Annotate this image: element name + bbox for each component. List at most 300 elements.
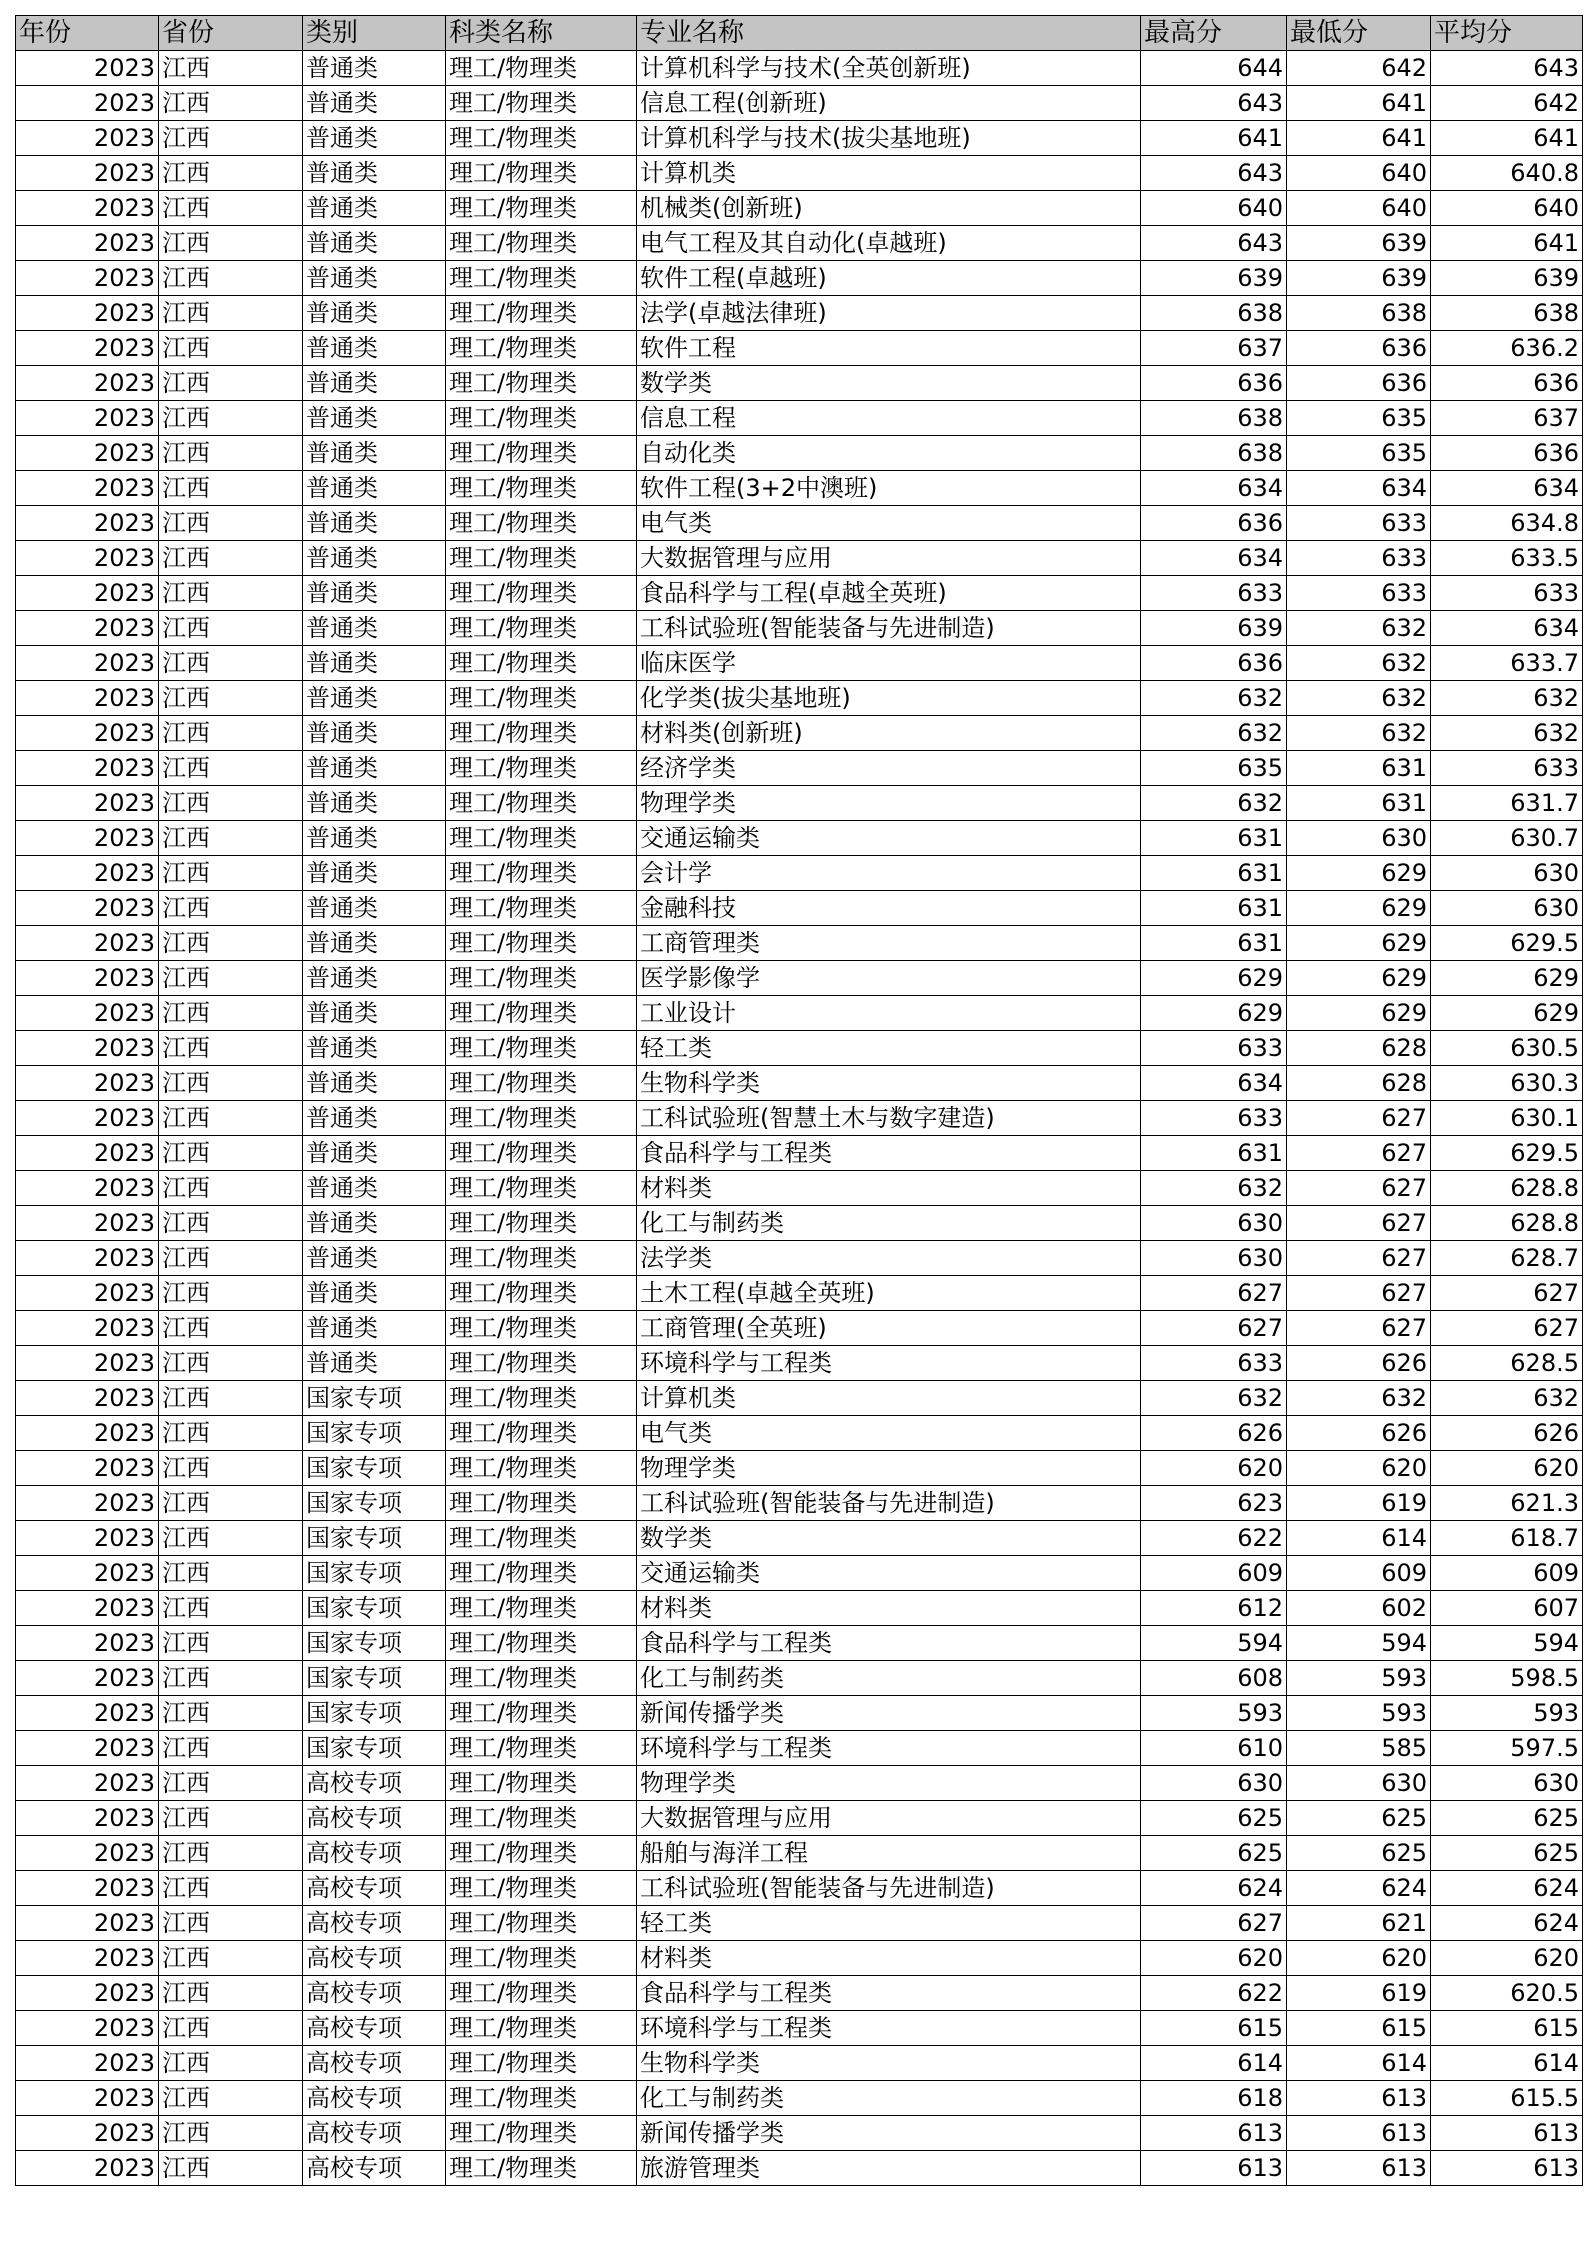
cell-year: 2023 bbox=[16, 646, 159, 681]
cell-max-score: 632 bbox=[1141, 1171, 1287, 1206]
cell-subject: 理工/物理类 bbox=[446, 191, 637, 226]
cell-max-score: 608 bbox=[1141, 1661, 1287, 1696]
cell-category: 普通类 bbox=[303, 996, 446, 1031]
cell-subject: 理工/物理类 bbox=[446, 926, 637, 961]
cell-avg-score: 615 bbox=[1431, 2011, 1583, 2046]
cell-avg-score: 633 bbox=[1431, 751, 1583, 786]
cell-avg-score: 632 bbox=[1431, 716, 1583, 751]
cell-max-score: 638 bbox=[1141, 401, 1287, 436]
cell-province: 江西 bbox=[159, 2081, 303, 2116]
table-row bbox=[16, 1836, 1583, 1871]
cell-year: 2023 bbox=[16, 156, 159, 191]
table-row bbox=[16, 1906, 1583, 1941]
cell-max-score: 632 bbox=[1141, 786, 1287, 821]
cell-major: 物理学类 bbox=[637, 786, 1141, 821]
cell-max-score: 634 bbox=[1141, 471, 1287, 506]
cell-province: 江西 bbox=[159, 436, 303, 471]
cell-min-score: 625 bbox=[1287, 1836, 1431, 1871]
cell-province: 江西 bbox=[159, 331, 303, 366]
cell-province: 江西 bbox=[159, 1031, 303, 1066]
cell-province: 江西 bbox=[159, 996, 303, 1031]
cell-subject: 理工/物理类 bbox=[446, 2046, 637, 2081]
cell-min-score: 602 bbox=[1287, 1591, 1431, 1626]
cell-year: 2023 bbox=[16, 2046, 159, 2081]
cell-subject: 理工/物理类 bbox=[446, 2151, 637, 2186]
cell-category: 高校专项 bbox=[303, 2151, 446, 2186]
cell-avg-score: 641 bbox=[1431, 226, 1583, 261]
cell-min-score: 628 bbox=[1287, 1066, 1431, 1101]
cell-min-score: 640 bbox=[1287, 156, 1431, 191]
cell-year: 2023 bbox=[16, 1591, 159, 1626]
table-body bbox=[16, 51, 1583, 2186]
cell-avg-score: 624 bbox=[1431, 1871, 1583, 1906]
cell-avg-score: 628.8 bbox=[1431, 1171, 1583, 1206]
table-row bbox=[16, 1066, 1583, 1101]
cell-min-score: 626 bbox=[1287, 1416, 1431, 1451]
cell-year: 2023 bbox=[16, 1801, 159, 1836]
cell-province: 江西 bbox=[159, 1101, 303, 1136]
cell-min-score: 594 bbox=[1287, 1626, 1431, 1661]
cell-max-score: 643 bbox=[1141, 156, 1287, 191]
table-row bbox=[16, 2046, 1583, 2081]
cell-max-score: 630 bbox=[1141, 1766, 1287, 1801]
cell-major: 自动化类 bbox=[637, 436, 1141, 471]
table-row bbox=[16, 1941, 1583, 1976]
cell-max-score: 637 bbox=[1141, 331, 1287, 366]
cell-year: 2023 bbox=[16, 611, 159, 646]
cell-subject: 理工/物理类 bbox=[446, 156, 637, 191]
cell-avg-score: 631.7 bbox=[1431, 786, 1583, 821]
cell-subject: 理工/物理类 bbox=[446, 401, 637, 436]
cell-max-score: 631 bbox=[1141, 891, 1287, 926]
cell-avg-score: 627 bbox=[1431, 1311, 1583, 1346]
cell-subject: 理工/物理类 bbox=[446, 646, 637, 681]
cell-avg-score: 642 bbox=[1431, 86, 1583, 121]
cell-subject: 理工/物理类 bbox=[446, 1066, 637, 1101]
cell-category: 国家专项 bbox=[303, 1486, 446, 1521]
cell-province: 江西 bbox=[159, 1241, 303, 1276]
cell-major: 法学(卓越法律班) bbox=[637, 296, 1141, 331]
table-row bbox=[16, 1276, 1583, 1311]
cell-province: 江西 bbox=[159, 1801, 303, 1836]
cell-major: 大数据管理与应用 bbox=[637, 1801, 1141, 1836]
cell-subject: 理工/物理类 bbox=[446, 891, 637, 926]
cell-avg-score: 626 bbox=[1431, 1416, 1583, 1451]
cell-province: 江西 bbox=[159, 1486, 303, 1521]
cell-year: 2023 bbox=[16, 1451, 159, 1486]
cell-min-score: 632 bbox=[1287, 646, 1431, 681]
table-row bbox=[16, 86, 1583, 121]
cell-subject: 理工/物理类 bbox=[446, 681, 637, 716]
cell-avg-score: 618.7 bbox=[1431, 1521, 1583, 1556]
cell-subject: 理工/物理类 bbox=[446, 366, 637, 401]
cell-max-score: 620 bbox=[1141, 1941, 1287, 1976]
table-row bbox=[16, 1451, 1583, 1486]
cell-province: 江西 bbox=[159, 1171, 303, 1206]
cell-year: 2023 bbox=[16, 1381, 159, 1416]
cell-avg-score: 629 bbox=[1431, 961, 1583, 996]
cell-avg-score: 593 bbox=[1431, 1696, 1583, 1731]
table-row bbox=[16, 1521, 1583, 1556]
cell-year: 2023 bbox=[16, 1311, 159, 1346]
cell-category: 普通类 bbox=[303, 541, 446, 576]
table-row bbox=[16, 961, 1583, 996]
cell-province: 江西 bbox=[159, 1556, 303, 1591]
cell-year: 2023 bbox=[16, 296, 159, 331]
cell-category: 普通类 bbox=[303, 576, 446, 611]
cell-category: 国家专项 bbox=[303, 1696, 446, 1731]
table-row bbox=[16, 751, 1583, 786]
table-row bbox=[16, 1171, 1583, 1206]
cell-province: 江西 bbox=[159, 506, 303, 541]
cell-max-score: 620 bbox=[1141, 1451, 1287, 1486]
cell-category: 国家专项 bbox=[303, 1731, 446, 1766]
cell-major: 工业设计 bbox=[637, 996, 1141, 1031]
cell-min-score: 627 bbox=[1287, 1101, 1431, 1136]
cell-major: 环境科学与工程类 bbox=[637, 2011, 1141, 2046]
table-row bbox=[16, 1871, 1583, 1906]
cell-major: 工科试验班(智能装备与先进制造) bbox=[637, 611, 1141, 646]
cell-category: 国家专项 bbox=[303, 1451, 446, 1486]
cell-year: 2023 bbox=[16, 1556, 159, 1591]
cell-major: 大数据管理与应用 bbox=[637, 541, 1141, 576]
cell-max-score: 625 bbox=[1141, 1836, 1287, 1871]
cell-category: 普通类 bbox=[303, 926, 446, 961]
cell-year: 2023 bbox=[16, 1696, 159, 1731]
cell-province: 江西 bbox=[159, 261, 303, 296]
cell-avg-score: 634 bbox=[1431, 611, 1583, 646]
cell-max-score: 639 bbox=[1141, 261, 1287, 296]
cell-category: 国家专项 bbox=[303, 1556, 446, 1591]
cell-major: 计算机科学与技术(全英创新班) bbox=[637, 51, 1141, 86]
cell-province: 江西 bbox=[159, 821, 303, 856]
cell-category: 国家专项 bbox=[303, 1591, 446, 1626]
table-row bbox=[16, 2011, 1583, 2046]
cell-province: 江西 bbox=[159, 2151, 303, 2186]
cell-province: 江西 bbox=[159, 1941, 303, 1976]
table-row bbox=[16, 51, 1583, 86]
cell-min-score: 593 bbox=[1287, 1696, 1431, 1731]
cell-avg-score: 636 bbox=[1431, 366, 1583, 401]
cell-major: 工科试验班(智慧土木与数字建造) bbox=[637, 1101, 1141, 1136]
cell-category: 普通类 bbox=[303, 716, 446, 751]
cell-avg-score: 620 bbox=[1431, 1451, 1583, 1486]
cell-category: 高校专项 bbox=[303, 1941, 446, 1976]
cell-min-score: 629 bbox=[1287, 926, 1431, 961]
cell-min-score: 593 bbox=[1287, 1661, 1431, 1696]
cell-min-score: 633 bbox=[1287, 541, 1431, 576]
cell-category: 普通类 bbox=[303, 1101, 446, 1136]
cell-major: 物理学类 bbox=[637, 1451, 1141, 1486]
cell-year: 2023 bbox=[16, 1206, 159, 1241]
cell-category: 高校专项 bbox=[303, 1906, 446, 1941]
cell-avg-score: 630.5 bbox=[1431, 1031, 1583, 1066]
cell-year: 2023 bbox=[16, 786, 159, 821]
cell-major: 软件工程(3+2中澳班) bbox=[637, 471, 1141, 506]
cell-major: 金融科技 bbox=[637, 891, 1141, 926]
cell-major: 旅游管理类 bbox=[637, 2151, 1141, 2186]
table-row bbox=[16, 1311, 1583, 1346]
table-row bbox=[16, 1661, 1583, 1696]
cell-avg-score: 629.5 bbox=[1431, 1136, 1583, 1171]
cell-major: 医学影像学 bbox=[637, 961, 1141, 996]
cell-min-score: 629 bbox=[1287, 891, 1431, 926]
cell-major: 轻工类 bbox=[637, 1906, 1141, 1941]
admission-score-table bbox=[15, 15, 1583, 2186]
cell-category: 普通类 bbox=[303, 1136, 446, 1171]
cell-category: 普通类 bbox=[303, 751, 446, 786]
cell-province: 江西 bbox=[159, 1206, 303, 1241]
cell-year: 2023 bbox=[16, 1066, 159, 1101]
cell-major: 环境科学与工程类 bbox=[637, 1731, 1141, 1766]
cell-max-score: 630 bbox=[1141, 1206, 1287, 1241]
cell-year: 2023 bbox=[16, 1976, 159, 2011]
cell-min-score: 627 bbox=[1287, 1136, 1431, 1171]
cell-province: 江西 bbox=[159, 2046, 303, 2081]
cell-province: 江西 bbox=[159, 786, 303, 821]
cell-major: 化工与制药类 bbox=[637, 2081, 1141, 2116]
cell-category: 国家专项 bbox=[303, 1381, 446, 1416]
cell-year: 2023 bbox=[16, 681, 159, 716]
cell-subject: 理工/物理类 bbox=[446, 1626, 637, 1661]
cell-province: 江西 bbox=[159, 51, 303, 86]
cell-min-score: 629 bbox=[1287, 961, 1431, 996]
cell-province: 江西 bbox=[159, 611, 303, 646]
cell-avg-score: 636.2 bbox=[1431, 331, 1583, 366]
cell-max-score: 631 bbox=[1141, 1136, 1287, 1171]
cell-avg-score: 640 bbox=[1431, 191, 1583, 226]
cell-major: 食品科学与工程(卓越全英班) bbox=[637, 576, 1141, 611]
cell-province: 江西 bbox=[159, 366, 303, 401]
cell-avg-score: 643 bbox=[1431, 51, 1583, 86]
cell-subject: 理工/物理类 bbox=[446, 1976, 637, 2011]
cell-avg-score: 625 bbox=[1431, 1836, 1583, 1871]
cell-avg-score: 625 bbox=[1431, 1801, 1583, 1836]
cell-min-score: 631 bbox=[1287, 751, 1431, 786]
table-row bbox=[16, 646, 1583, 681]
header-category: 类别 bbox=[303, 16, 446, 51]
cell-avg-score: 594 bbox=[1431, 1626, 1583, 1661]
cell-max-score: 625 bbox=[1141, 1801, 1287, 1836]
cell-major: 材料类 bbox=[637, 1171, 1141, 1206]
cell-subject: 理工/物理类 bbox=[446, 1381, 637, 1416]
cell-province: 江西 bbox=[159, 1661, 303, 1696]
cell-province: 江西 bbox=[159, 1836, 303, 1871]
cell-avg-score: 628.7 bbox=[1431, 1241, 1583, 1276]
cell-subject: 理工/物理类 bbox=[446, 1696, 637, 1731]
cell-max-score: 631 bbox=[1141, 856, 1287, 891]
cell-category: 高校专项 bbox=[303, 2116, 446, 2151]
table-row bbox=[16, 996, 1583, 1031]
cell-min-score: 613 bbox=[1287, 2081, 1431, 2116]
cell-category: 高校专项 bbox=[303, 2046, 446, 2081]
cell-min-score: 627 bbox=[1287, 1311, 1431, 1346]
cell-category: 普通类 bbox=[303, 1031, 446, 1066]
cell-min-score: 638 bbox=[1287, 296, 1431, 331]
cell-major: 物理学类 bbox=[637, 1766, 1141, 1801]
cell-year: 2023 bbox=[16, 1276, 159, 1311]
cell-avg-score: 598.5 bbox=[1431, 1661, 1583, 1696]
table-row bbox=[16, 1696, 1583, 1731]
cell-max-score: 614 bbox=[1141, 2046, 1287, 2081]
table-row bbox=[16, 681, 1583, 716]
cell-max-score: 627 bbox=[1141, 1906, 1287, 1941]
table-row bbox=[16, 786, 1583, 821]
cell-subject: 理工/物理类 bbox=[446, 2116, 637, 2151]
cell-province: 江西 bbox=[159, 926, 303, 961]
cell-subject: 理工/物理类 bbox=[446, 1766, 637, 1801]
cell-year: 2023 bbox=[16, 51, 159, 86]
cell-min-score: 626 bbox=[1287, 1346, 1431, 1381]
table-row bbox=[16, 1801, 1583, 1836]
cell-max-score: 633 bbox=[1141, 1346, 1287, 1381]
cell-subject: 理工/物理类 bbox=[446, 2011, 637, 2046]
cell-subject: 理工/物理类 bbox=[446, 296, 637, 331]
cell-subject: 理工/物理类 bbox=[446, 1661, 637, 1696]
cell-subject: 理工/物理类 bbox=[446, 541, 637, 576]
cell-min-score: 620 bbox=[1287, 1451, 1431, 1486]
cell-min-score: 633 bbox=[1287, 576, 1431, 611]
cell-major: 软件工程(卓越班) bbox=[637, 261, 1141, 296]
cell-avg-score: 621.3 bbox=[1431, 1486, 1583, 1521]
table-row bbox=[16, 121, 1583, 156]
cell-category: 国家专项 bbox=[303, 1661, 446, 1696]
cell-subject: 理工/物理类 bbox=[446, 1906, 637, 1941]
cell-major: 生物科学类 bbox=[637, 1066, 1141, 1101]
cell-category: 高校专项 bbox=[303, 1801, 446, 1836]
cell-category: 国家专项 bbox=[303, 1416, 446, 1451]
cell-major: 新闻传播学类 bbox=[637, 1696, 1141, 1731]
cell-min-score: 621 bbox=[1287, 1906, 1431, 1941]
cell-subject: 理工/物理类 bbox=[446, 1276, 637, 1311]
cell-max-score: 615 bbox=[1141, 2011, 1287, 2046]
cell-province: 江西 bbox=[159, 121, 303, 156]
cell-min-score: 627 bbox=[1287, 1276, 1431, 1311]
cell-category: 普通类 bbox=[303, 366, 446, 401]
cell-max-score: 623 bbox=[1141, 1486, 1287, 1521]
cell-major: 经济学类 bbox=[637, 751, 1141, 786]
cell-avg-score: 624 bbox=[1431, 1906, 1583, 1941]
cell-avg-score: 630 bbox=[1431, 1766, 1583, 1801]
cell-year: 2023 bbox=[16, 1101, 159, 1136]
cell-province: 江西 bbox=[159, 1906, 303, 1941]
cell-min-score: 641 bbox=[1287, 121, 1431, 156]
cell-max-score: 644 bbox=[1141, 51, 1287, 86]
cell-major: 新闻传播学类 bbox=[637, 2116, 1141, 2151]
cell-min-score: 633 bbox=[1287, 506, 1431, 541]
table-row bbox=[16, 261, 1583, 296]
cell-major: 食品科学与工程类 bbox=[637, 1136, 1141, 1171]
cell-subject: 理工/物理类 bbox=[446, 1871, 637, 1906]
table-row bbox=[16, 296, 1583, 331]
cell-province: 江西 bbox=[159, 86, 303, 121]
cell-min-score: 627 bbox=[1287, 1241, 1431, 1276]
cell-year: 2023 bbox=[16, 1031, 159, 1066]
cell-subject: 理工/物理类 bbox=[446, 716, 637, 751]
cell-max-score: 633 bbox=[1141, 576, 1287, 611]
cell-year: 2023 bbox=[16, 1346, 159, 1381]
cell-subject: 理工/物理类 bbox=[446, 1136, 637, 1171]
cell-province: 江西 bbox=[159, 401, 303, 436]
cell-year: 2023 bbox=[16, 2151, 159, 2186]
table-row bbox=[16, 2151, 1583, 2186]
cell-max-score: 636 bbox=[1141, 366, 1287, 401]
cell-subject: 理工/物理类 bbox=[446, 1486, 637, 1521]
cell-avg-score: 636 bbox=[1431, 436, 1583, 471]
cell-year: 2023 bbox=[16, 576, 159, 611]
cell-min-score: 632 bbox=[1287, 716, 1431, 751]
cell-major: 计算机科学与技术(拔尖基地班) bbox=[637, 121, 1141, 156]
cell-major: 信息工程(创新班) bbox=[637, 86, 1141, 121]
cell-avg-score: 630 bbox=[1431, 891, 1583, 926]
table-row bbox=[16, 401, 1583, 436]
cell-category: 普通类 bbox=[303, 86, 446, 121]
cell-category: 普通类 bbox=[303, 646, 446, 681]
cell-major: 工科试验班(智能装备与先进制造) bbox=[637, 1871, 1141, 1906]
cell-year: 2023 bbox=[16, 1941, 159, 1976]
cell-province: 江西 bbox=[159, 1451, 303, 1486]
table-row bbox=[16, 1381, 1583, 1416]
cell-subject: 理工/物理类 bbox=[446, 1556, 637, 1591]
cell-max-score: 631 bbox=[1141, 821, 1287, 856]
cell-min-score: 635 bbox=[1287, 401, 1431, 436]
cell-province: 江西 bbox=[159, 1731, 303, 1766]
table-row bbox=[16, 1976, 1583, 2011]
cell-province: 江西 bbox=[159, 226, 303, 261]
cell-min-score: 613 bbox=[1287, 2116, 1431, 2151]
cell-avg-score: 627 bbox=[1431, 1276, 1583, 1311]
cell-max-score: 632 bbox=[1141, 716, 1287, 751]
header-row bbox=[16, 16, 1583, 51]
cell-max-score: 632 bbox=[1141, 1381, 1287, 1416]
cell-category: 普通类 bbox=[303, 191, 446, 226]
cell-category: 高校专项 bbox=[303, 2011, 446, 2046]
table-row bbox=[16, 576, 1583, 611]
cell-major: 生物科学类 bbox=[637, 2046, 1141, 2081]
cell-category: 普通类 bbox=[303, 856, 446, 891]
cell-max-score: 638 bbox=[1141, 436, 1287, 471]
cell-max-score: 624 bbox=[1141, 1871, 1287, 1906]
cell-province: 江西 bbox=[159, 576, 303, 611]
cell-max-score: 629 bbox=[1141, 996, 1287, 1031]
table-header bbox=[16, 16, 1583, 51]
cell-avg-score: 634.8 bbox=[1431, 506, 1583, 541]
cell-min-score: 619 bbox=[1287, 1486, 1431, 1521]
cell-min-score: 625 bbox=[1287, 1801, 1431, 1836]
cell-category: 高校专项 bbox=[303, 2081, 446, 2116]
cell-subject: 理工/物理类 bbox=[446, 1451, 637, 1486]
cell-category: 普通类 bbox=[303, 821, 446, 856]
cell-max-score: 639 bbox=[1141, 611, 1287, 646]
cell-major: 法学类 bbox=[637, 1241, 1141, 1276]
cell-year: 2023 bbox=[16, 121, 159, 156]
cell-category: 国家专项 bbox=[303, 1521, 446, 1556]
cell-major: 交通运输类 bbox=[637, 821, 1141, 856]
cell-year: 2023 bbox=[16, 1836, 159, 1871]
cell-year: 2023 bbox=[16, 436, 159, 471]
cell-category: 国家专项 bbox=[303, 1626, 446, 1661]
table-row bbox=[16, 1591, 1583, 1626]
table-row bbox=[16, 1416, 1583, 1451]
cell-province: 江西 bbox=[159, 156, 303, 191]
cell-subject: 理工/物理类 bbox=[446, 611, 637, 646]
cell-subject: 理工/物理类 bbox=[446, 576, 637, 611]
cell-avg-score: 638 bbox=[1431, 296, 1583, 331]
cell-year: 2023 bbox=[16, 2011, 159, 2046]
cell-category: 普通类 bbox=[303, 121, 446, 156]
cell-subject: 理工/物理类 bbox=[446, 1416, 637, 1451]
header-min-score: 最低分 bbox=[1287, 16, 1431, 51]
